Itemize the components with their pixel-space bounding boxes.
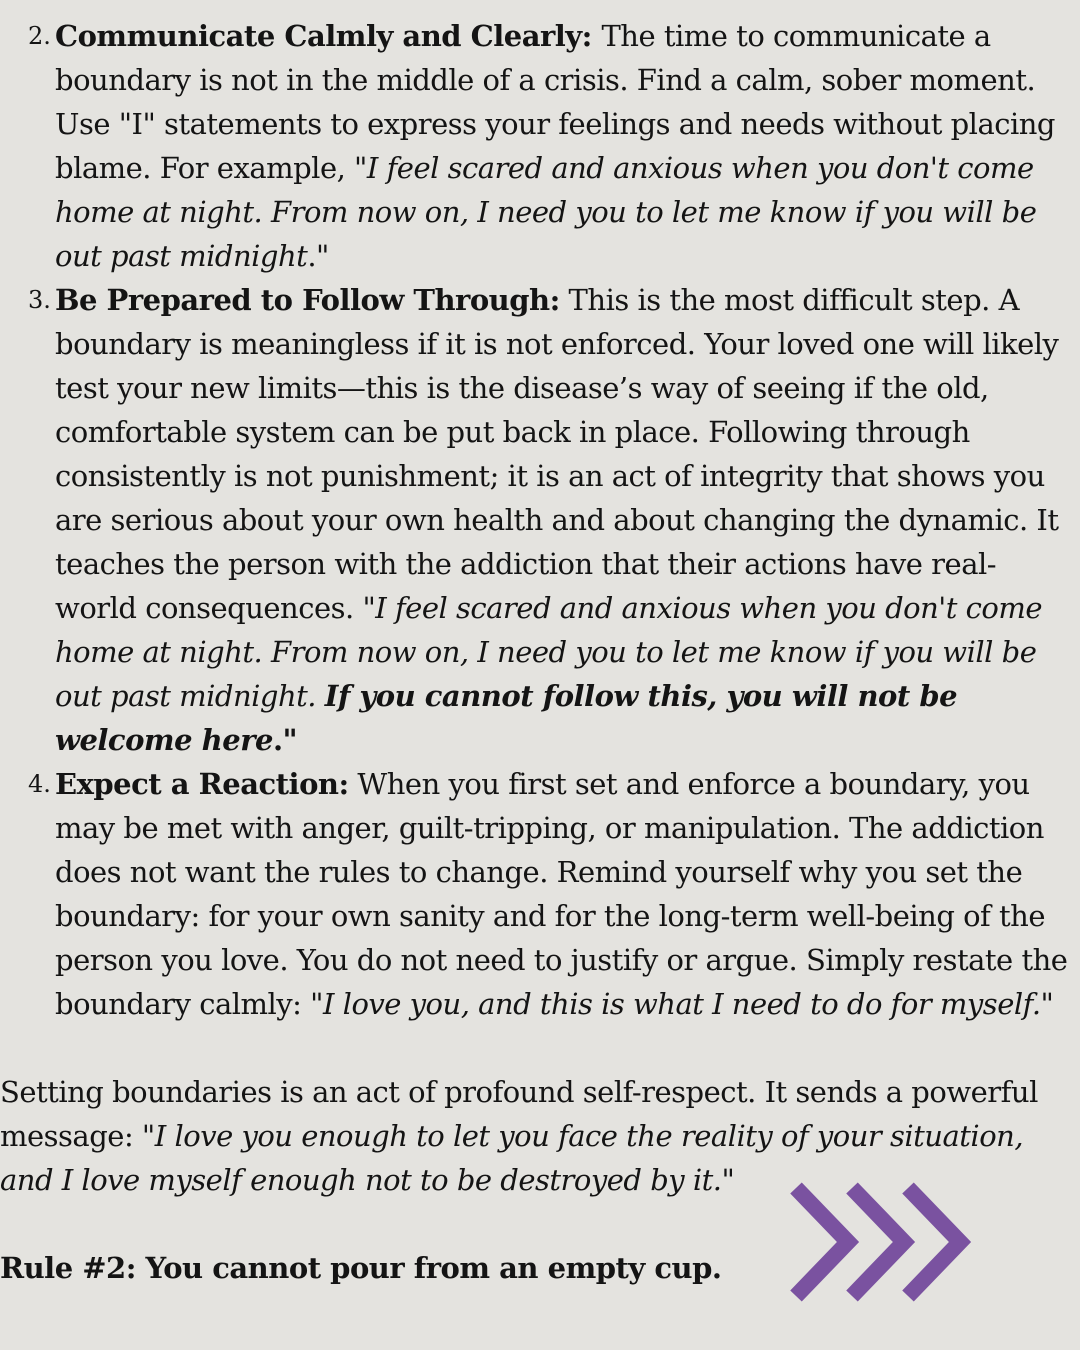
quote-close: ." — [272, 723, 298, 757]
boundary-steps-list — [0, 14, 1080, 1026]
closing-text: Setting boundaries is an act of profound self-respect. It sends a powerful message: " — [0, 1075, 1038, 1153]
chevron-3 — [908, 1188, 960, 1296]
triple-chevron-right-icon[interactable] — [788, 1180, 974, 1304]
rule-heading: Rule #2: You cannot pour from an empty cup. — [0, 1251, 722, 1285]
list-item-2 — [0, 14, 1080, 278]
chevron-2 — [852, 1188, 904, 1296]
quote-close: ." — [307, 239, 329, 273]
closing-quote-close: " — [721, 1163, 735, 1197]
example-quote: I feel scared and anxious when you don't come home at night. From now on, I need you to let me know if you will be out past midnight — [55, 151, 1037, 273]
list-item-3 — [0, 278, 1080, 762]
list-item-heading: Communicate Calmly and Clearly: — [55, 19, 602, 53]
list-number: 4. — [28, 770, 51, 798]
consequence-statement: If you cannot follow this, you will not be welcome here — [55, 679, 958, 757]
example-quote: "I feel scared and anxious when you don't come home at night. From now on, I need you to let me know if you will be out past midnight. — [55, 591, 1043, 713]
list-number: 2. — [28, 22, 51, 50]
list-item-text: This is the most difficult step. A boundary is meaningless if it is not enforced. Your loved one will likely test your new limits—this is the disease’s way of seeing if the old, comfortable system can be put back in place. Following through consistently is not punishment; it is an act of integrity that shows you are serious about your own health and about changing the dynamic. It teaches the person with the addiction that their actions have real-world consequences. — [55, 283, 1059, 625]
list-item-4 — [0, 762, 1080, 1026]
closing-quote: I love you enough to let you face the reality of your situation, and I love myself enough not to be destroyed by it. — [0, 1119, 1024, 1197]
example-quote: I love you, and this is what I need to do for myself." — [323, 987, 1054, 1021]
list-item-text: When you first set and enforce a boundary, you may be met with anger, guilt-tripping, or manipulation. The addiction does not want the rules to change. Remind yourself why you set the boundary: for your own sanity and for the long-term well-being of the person you love. You do not need to justify or argue. Simply restate the boundary calmly: " — [55, 767, 1068, 1021]
chevron-1 — [796, 1188, 848, 1296]
list-number: 3. — [28, 286, 51, 314]
list-item-heading: Be Prepared to Follow Through: — [55, 283, 560, 317]
list-item-text: The time to communicate a boundary is not in the middle of a crisis. Find a calm, sober moment. Use "I" statements to express your feelings and needs without placing blame. For example, " — [55, 19, 1055, 185]
list-item-heading: Expect a Reaction: — [55, 767, 349, 801]
